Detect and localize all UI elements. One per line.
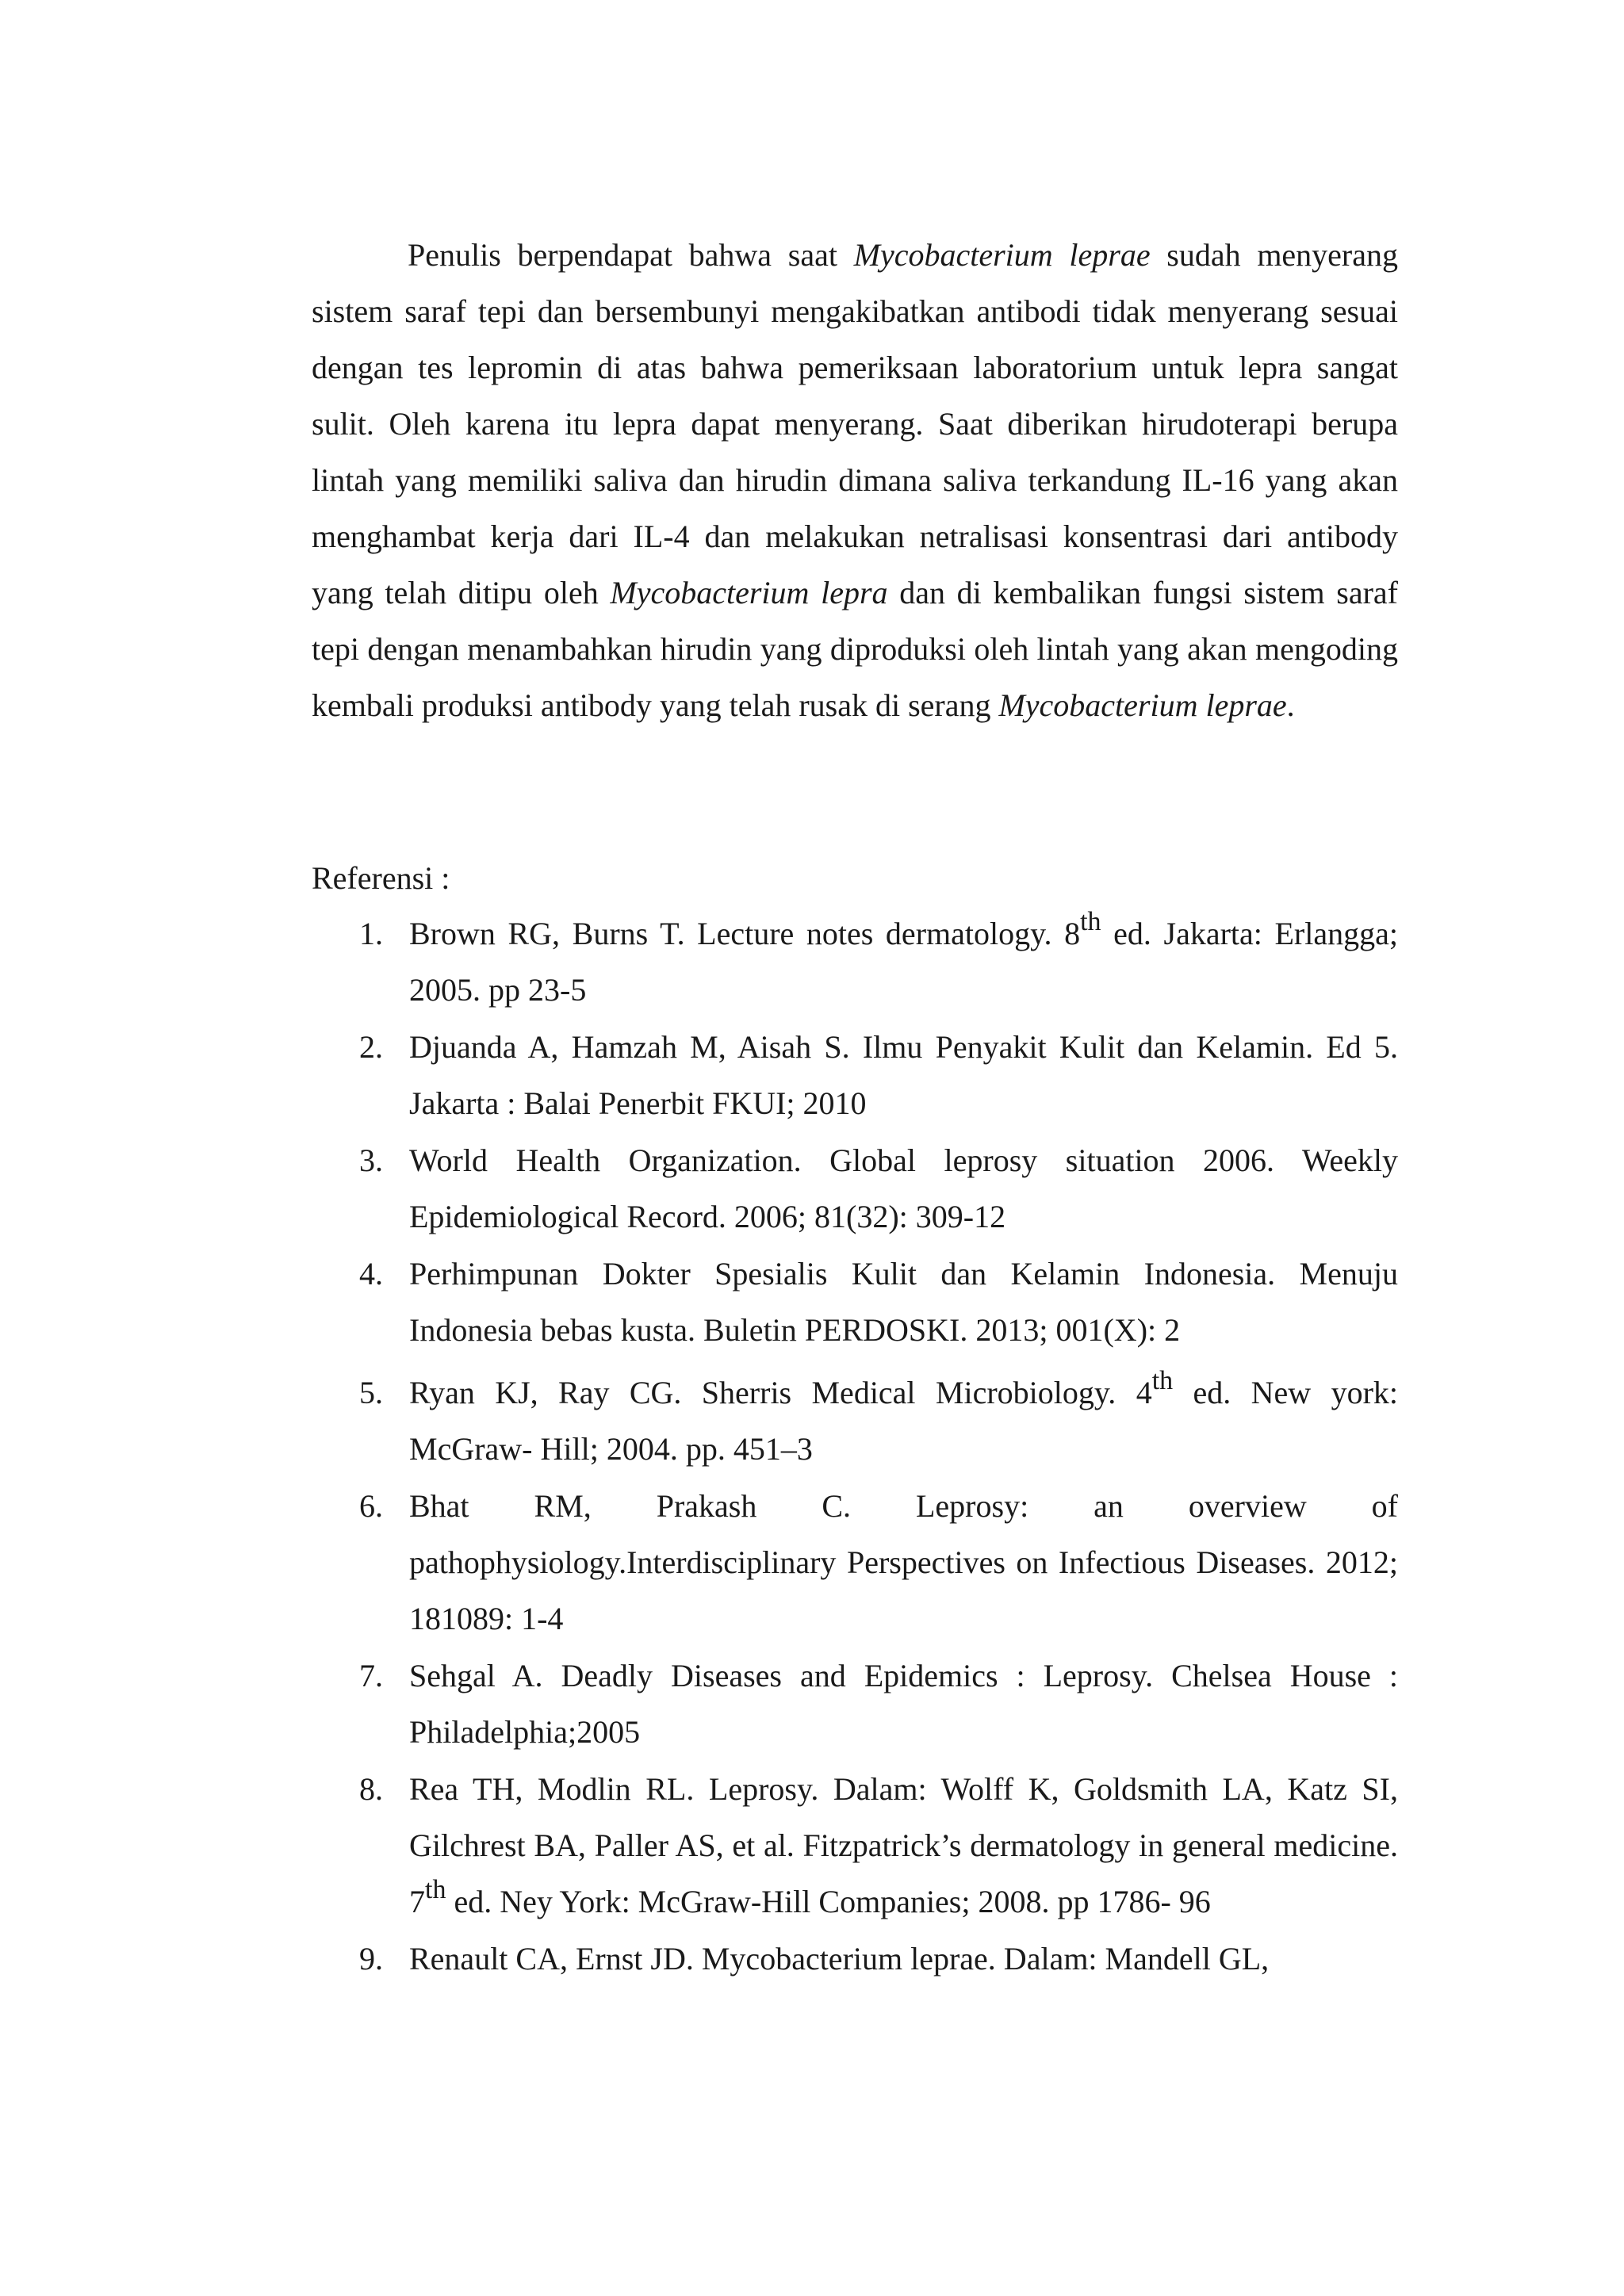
reference-superscript: th [425, 1874, 446, 1904]
reference-number: 8. [359, 1771, 383, 1807]
reference-item [312, 905, 1398, 1018]
body-paragraph [312, 227, 1398, 733]
reference-item [312, 1019, 1398, 1131]
reference-item [312, 1647, 1398, 1760]
reference-item [312, 1931, 1398, 1987]
body-text-part-3: dan di kembalikan fungsi sistem saraf tepi dengan menambahkan hirudin yang diproduksi oleh lintah yang akan mengoding kembali produksi antibody yang telah rusak di serang [312, 575, 1398, 723]
reference-text: Renault CA, Ernst JD. Mycobacterium leprae. Dalam: Mandell GL, [409, 1941, 1270, 1976]
body-text-part-2: sudah menyerang sistem saraf tepi dan bersembunyi mengakibatkan antibodi tidak menyerang sesuai dengan tes lepromin di atas bahwa pemeriksaan laboratorium untuk lepra sangat sulit. Oleh karena itu lepra dapat menyerang. Saat diberikan hirudoterapi berupa lintah yang memiliki saliva dan hirudin dimana saliva terkandung IL-16 yang akan menghambat kerja dari IL-4 dan melakukan netralisasi konsentrasi dari antibody yang telah ditipu oleh [312, 237, 1399, 610]
reference-text: Djuanda A, Hamzah M, Aisah S. Ilmu Penyakit Kulit dan Kelamin. Ed 5. Jakarta : Balai Penerbit FKUI; 2010 [409, 1029, 1398, 1121]
reference-text: Sehgal A. Deadly Diseases and Epidemics : Leprosy. Chelsea House : Philadelphia;2005 [409, 1658, 1398, 1750]
reference-text: Perhimpunan Dokter Spesialis Kulit dan Kelamin Indonesia. Menuju Indonesia bebas kusta. Buletin PERDOSKI. 2013; 001(X): 2 [409, 1256, 1398, 1348]
body-italic-term-2: Mycobacterium lepra [610, 575, 888, 610]
body-text-part-1: Penulis berpendapat bahwa saat [408, 237, 854, 273]
reference-item [312, 1761, 1398, 1930]
reference-text-continued: ed. New york: McGraw- Hill; 2004. pp. 451–3 [409, 1375, 1399, 1467]
reference-number: 6. [359, 1488, 383, 1524]
body-italic-term-1: Mycobacterium leprae [853, 237, 1151, 273]
body-text-part-4: . [1286, 687, 1295, 723]
reference-number: 1. [359, 916, 383, 951]
reference-text-continued: ed. Jakarta: Erlangga; 2005. pp 23-5 [409, 916, 1398, 1008]
reference-item [312, 1478, 1398, 1647]
references-heading: Referensi : [312, 860, 450, 896]
reference-number: 5. [359, 1375, 383, 1410]
reference-item [312, 1364, 1398, 1477]
reference-number: 9. [359, 1941, 383, 1976]
reference-superscript: th [1080, 906, 1101, 936]
reference-number: 7. [359, 1658, 383, 1693]
reference-list [312, 905, 1398, 1988]
reference-item [312, 1132, 1398, 1245]
reference-superscript: th [1151, 1365, 1174, 1395]
reference-text-continued: ed. Ney York: McGraw-Hill Companies; 2008. pp 1786- 96 [446, 1884, 1211, 1919]
reference-text: Rea TH, Modlin RL. Leprosy. Dalam: Wolff K, Goldsmith LA, Katz SI, Gilchrest BA, Paller AS, et al. Fitzpatrick’s dermatology in general medicine. 7 [409, 1771, 1398, 1919]
body-italic-term-3: Mycobacterium leprae [998, 687, 1287, 723]
reference-number: 4. [359, 1256, 383, 1292]
reference-text: Bhat RM, Prakash C. Leprosy: an overview of pathophysiology.Interdisciplinary Perspectives on Infectious Diseases. 2012; 181089: 1-4 [409, 1488, 1398, 1636]
reference-text: Brown RG, Burns T. Lecture notes dermatology. 8 [409, 916, 1081, 951]
reference-text: World Health Organization. Global leprosy situation 2006. Weekly Epidemiological Record. 2006; 81(32): 309-12 [409, 1142, 1398, 1234]
reference-number: 2. [359, 1029, 383, 1065]
reference-text: Ryan KJ, Ray CG. Sherris Medical Microbiology. 4 [409, 1375, 1152, 1410]
reference-item [312, 1246, 1398, 1358]
reference-number: 3. [359, 1142, 383, 1178]
